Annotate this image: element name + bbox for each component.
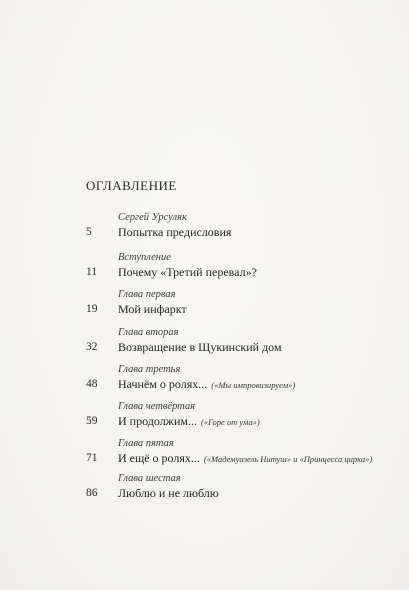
entry-label: Глава четвёртая [118,401,196,412]
entry-page-number: 71 [86,452,98,464]
entry-label: Глава первая [118,289,176,300]
entry-page-number: 48 [86,378,98,390]
entry-note: («Мы импровизируем») [211,380,296,390]
entry-note: («Горе от ума») [200,417,260,427]
entry-title-text: Мой инфаркт [118,302,187,316]
entry-title [118,225,231,240]
entry-label: Вступление [118,252,171,263]
entry-page-number: 59 [86,415,98,427]
entry-page-number: 86 [86,487,98,499]
entry-page-number: 11 [86,266,98,278]
entry-label: Глава шестая [118,473,181,484]
entry-title [118,340,282,355]
entry-title-text: Возвращение в Щукинский дом [118,340,282,354]
toc-heading: ОГЛАВЛЕНИЕ [86,178,177,193]
entry-title-text: И ещё о ролях... [118,451,200,465]
entry-note: («Мадемуазель Нитуш» и «Принцесса цирка») [203,454,373,464]
entry-title [118,265,257,280]
entry-page-number: 32 [86,341,98,353]
entry-page-number: 19 [86,303,98,315]
entry-label: Глава вторая [118,327,179,338]
entry-label: Сергей Урсуляк [118,212,187,223]
entry-label: Глава третья [118,364,181,375]
entry-title [118,302,187,317]
entry-title [118,377,295,392]
entry-page-number: 5 [86,226,92,238]
entry-title [118,414,260,429]
entry-title-text: Попытка предисловия [118,225,232,239]
entry-title-text: Начнём о ролях... [118,377,208,391]
entry-title-text: И продолжим... [118,414,197,428]
entry-label: Глава пятая [118,438,174,449]
entry-title-text: Люблю и не люблю [118,486,219,500]
entry-title [118,451,372,466]
entry-title [118,486,219,501]
entry-title-text: Почему «Третий перевал»? [118,265,257,279]
